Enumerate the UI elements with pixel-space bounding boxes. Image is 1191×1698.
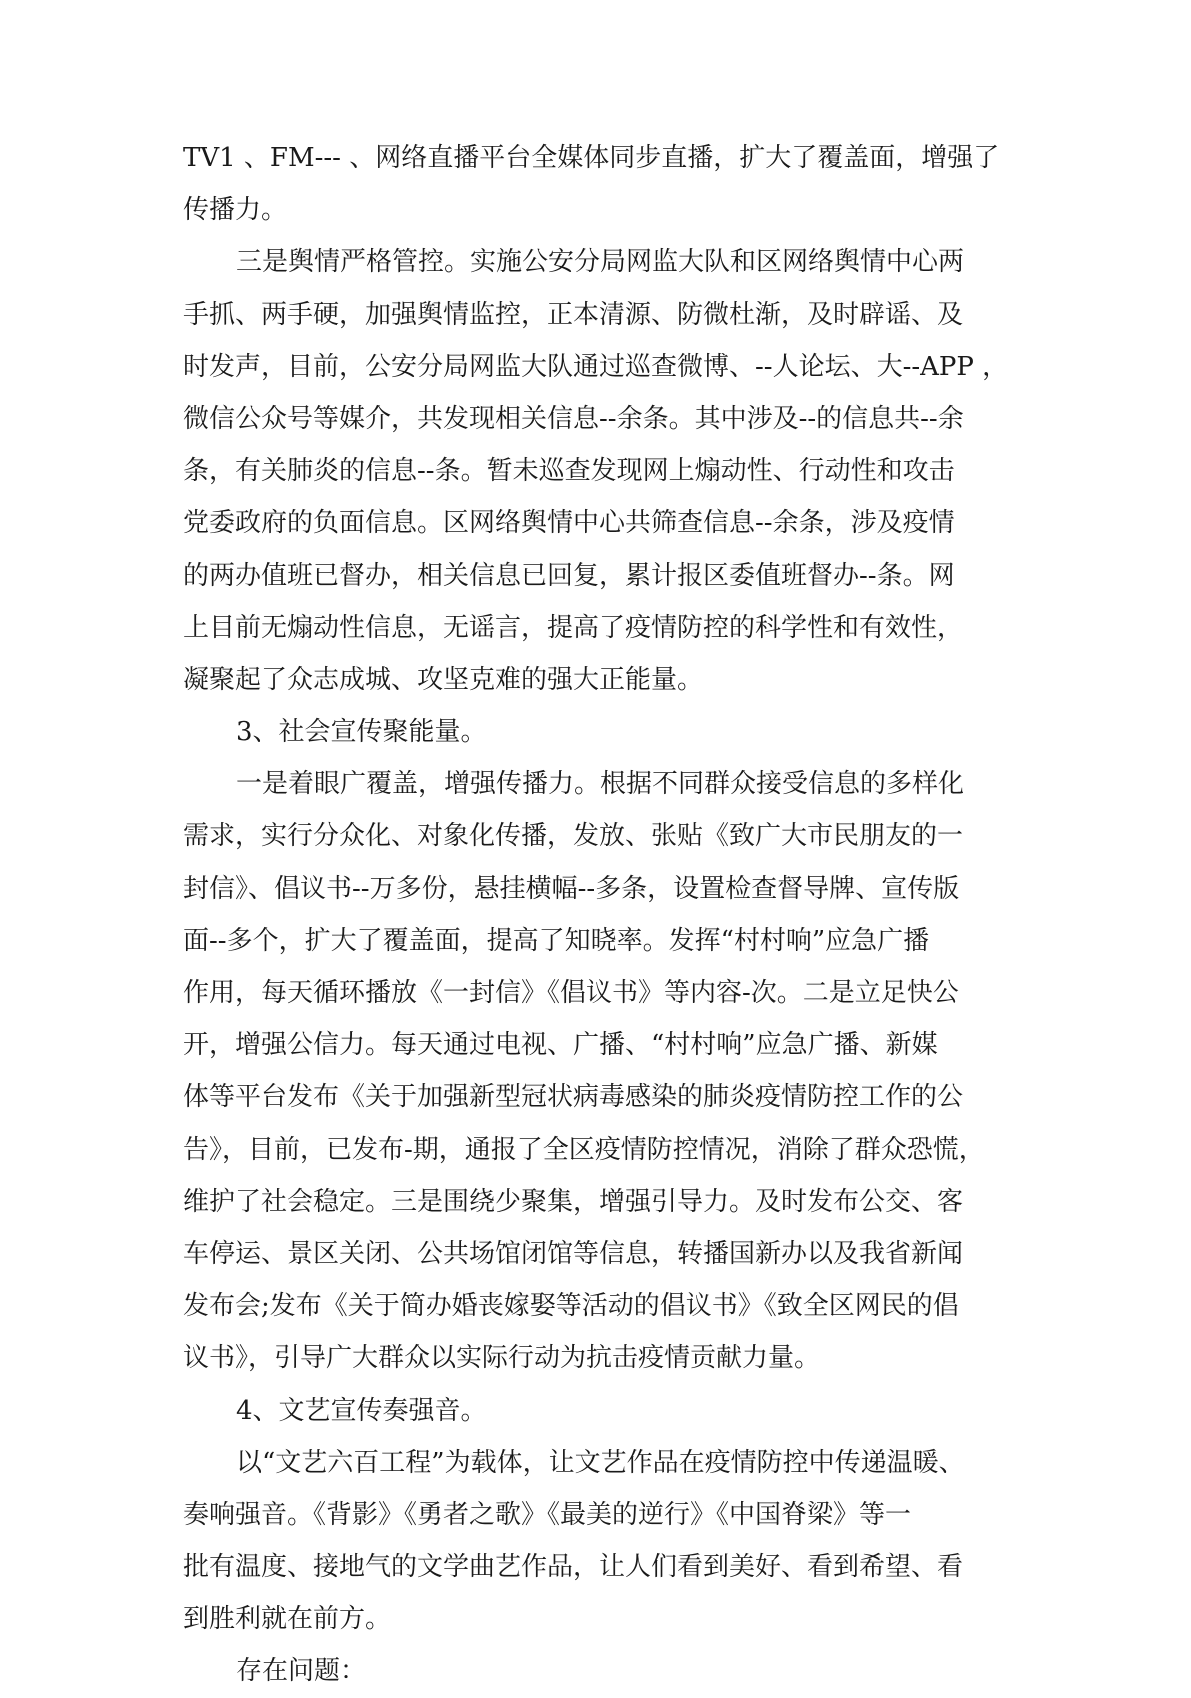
text-line: 手抓、两手硬，加强舆情监控，正本清源、防微杜渐，及时辟谣、及 (183, 299, 964, 330)
text-line: 微信公众号等媒介，共发现相关信息--余条。其中涉及--的信息共--余 (183, 403, 964, 434)
text-line: 凝聚起了众志成城、攻坚克难的强大正能量。 (183, 664, 704, 695)
text-line: 作用，每天循环播放《一封信》《倡议书》等内容-次。二是立足快公 (183, 978, 959, 1008)
text-line: 三是舆情严格管控。实施公安分局网监大队和区网络舆情中心两 (236, 247, 965, 278)
text-line: 批有温度、接地气的文学曲艺作品，让人们看到美好、看到希望、看 (183, 1552, 964, 1583)
text-line: 一是着眼广覆盖，增强传播力。根据不同群众接受信息的多样化 (236, 769, 965, 800)
text-line: 传播力。 (183, 195, 288, 226)
text-line: 需求，实行分众化、对象化传播，发放、张贴《致广大市民朋友的一 (183, 821, 964, 852)
text-line: 条，有关肺炎的信息--条。暂未巡查发现网上煽动性、行动性和攻击 (183, 456, 955, 487)
text-line: 体等平台发布《关于加强新型冠状病毒感染的肺炎疫情防控工作的公 (183, 1082, 964, 1113)
text-line: 存在问题： (236, 1656, 367, 1687)
text-line: 上目前无煽动性信息，无谣言，提高了疫情防控的科学性和有效性， (183, 612, 964, 643)
text-line: 以“文艺六百工程”为载体，让文艺作品在疫情防控中传递温暖、 (236, 1447, 965, 1478)
text-line: 到胜利就在前方。 (183, 1604, 392, 1635)
text-line: 面--多个，扩大了覆盖面，提高了知晓率。发挥“村村响”应急广播 (183, 925, 930, 956)
text-line: 的两办值班已督办，相关信息已回复，累计报区委值班督办--条。网 (183, 560, 955, 591)
document-body-text (183, 132, 1023, 1698)
text-line: 开，增强公信力。每天通过电视、广播、“村村响”应急广播、新媒 (183, 1030, 938, 1061)
text-line: 议书》，引导广大群众以实际行动为抗击疫情贡献力量。 (183, 1343, 821, 1374)
text-line: 维护了社会稳定。三是围绕少聚集，增强引导力。及时发布公交、客 (183, 1186, 964, 1217)
text-line: 封信》、倡议书--万多份，悬挂横幅--多条，设置检查督导牌、宣传版 (183, 873, 960, 904)
text-line: 发布会;发布《关于简办婚丧嫁娶等活动的倡议书》《致全区网民的倡 (183, 1291, 959, 1322)
text-line: 奏响强音。《背影》《勇者之歌》《最美的逆行》《中国脊梁》等一 (183, 1499, 912, 1530)
text-line: 4、文艺宣传奏强音。 (236, 1395, 487, 1426)
text-line: 党委政府的负面信息。区网络舆情中心共筛查信息--余条，涉及疫情 (183, 508, 955, 539)
text-line: 告》，目前，已发布-期，通报了全区疫情防控情况，消除了群众恐慌， (183, 1134, 985, 1165)
text-line: TV1 、FM--- 、网络直播平台全媒体同步直播，扩大了覆盖面，增强了 (183, 143, 1000, 173)
text-line: 车停运、景区关闭、公共场馆闭馆等信息，转播国新办以及我省新闻 (183, 1238, 964, 1269)
text-line: 时发声，目前，公安分局网监大队通过巡查微博、--人论坛、大--APP ， (183, 351, 1009, 382)
text-line: 3、社会宣传聚能量。 (236, 717, 487, 748)
